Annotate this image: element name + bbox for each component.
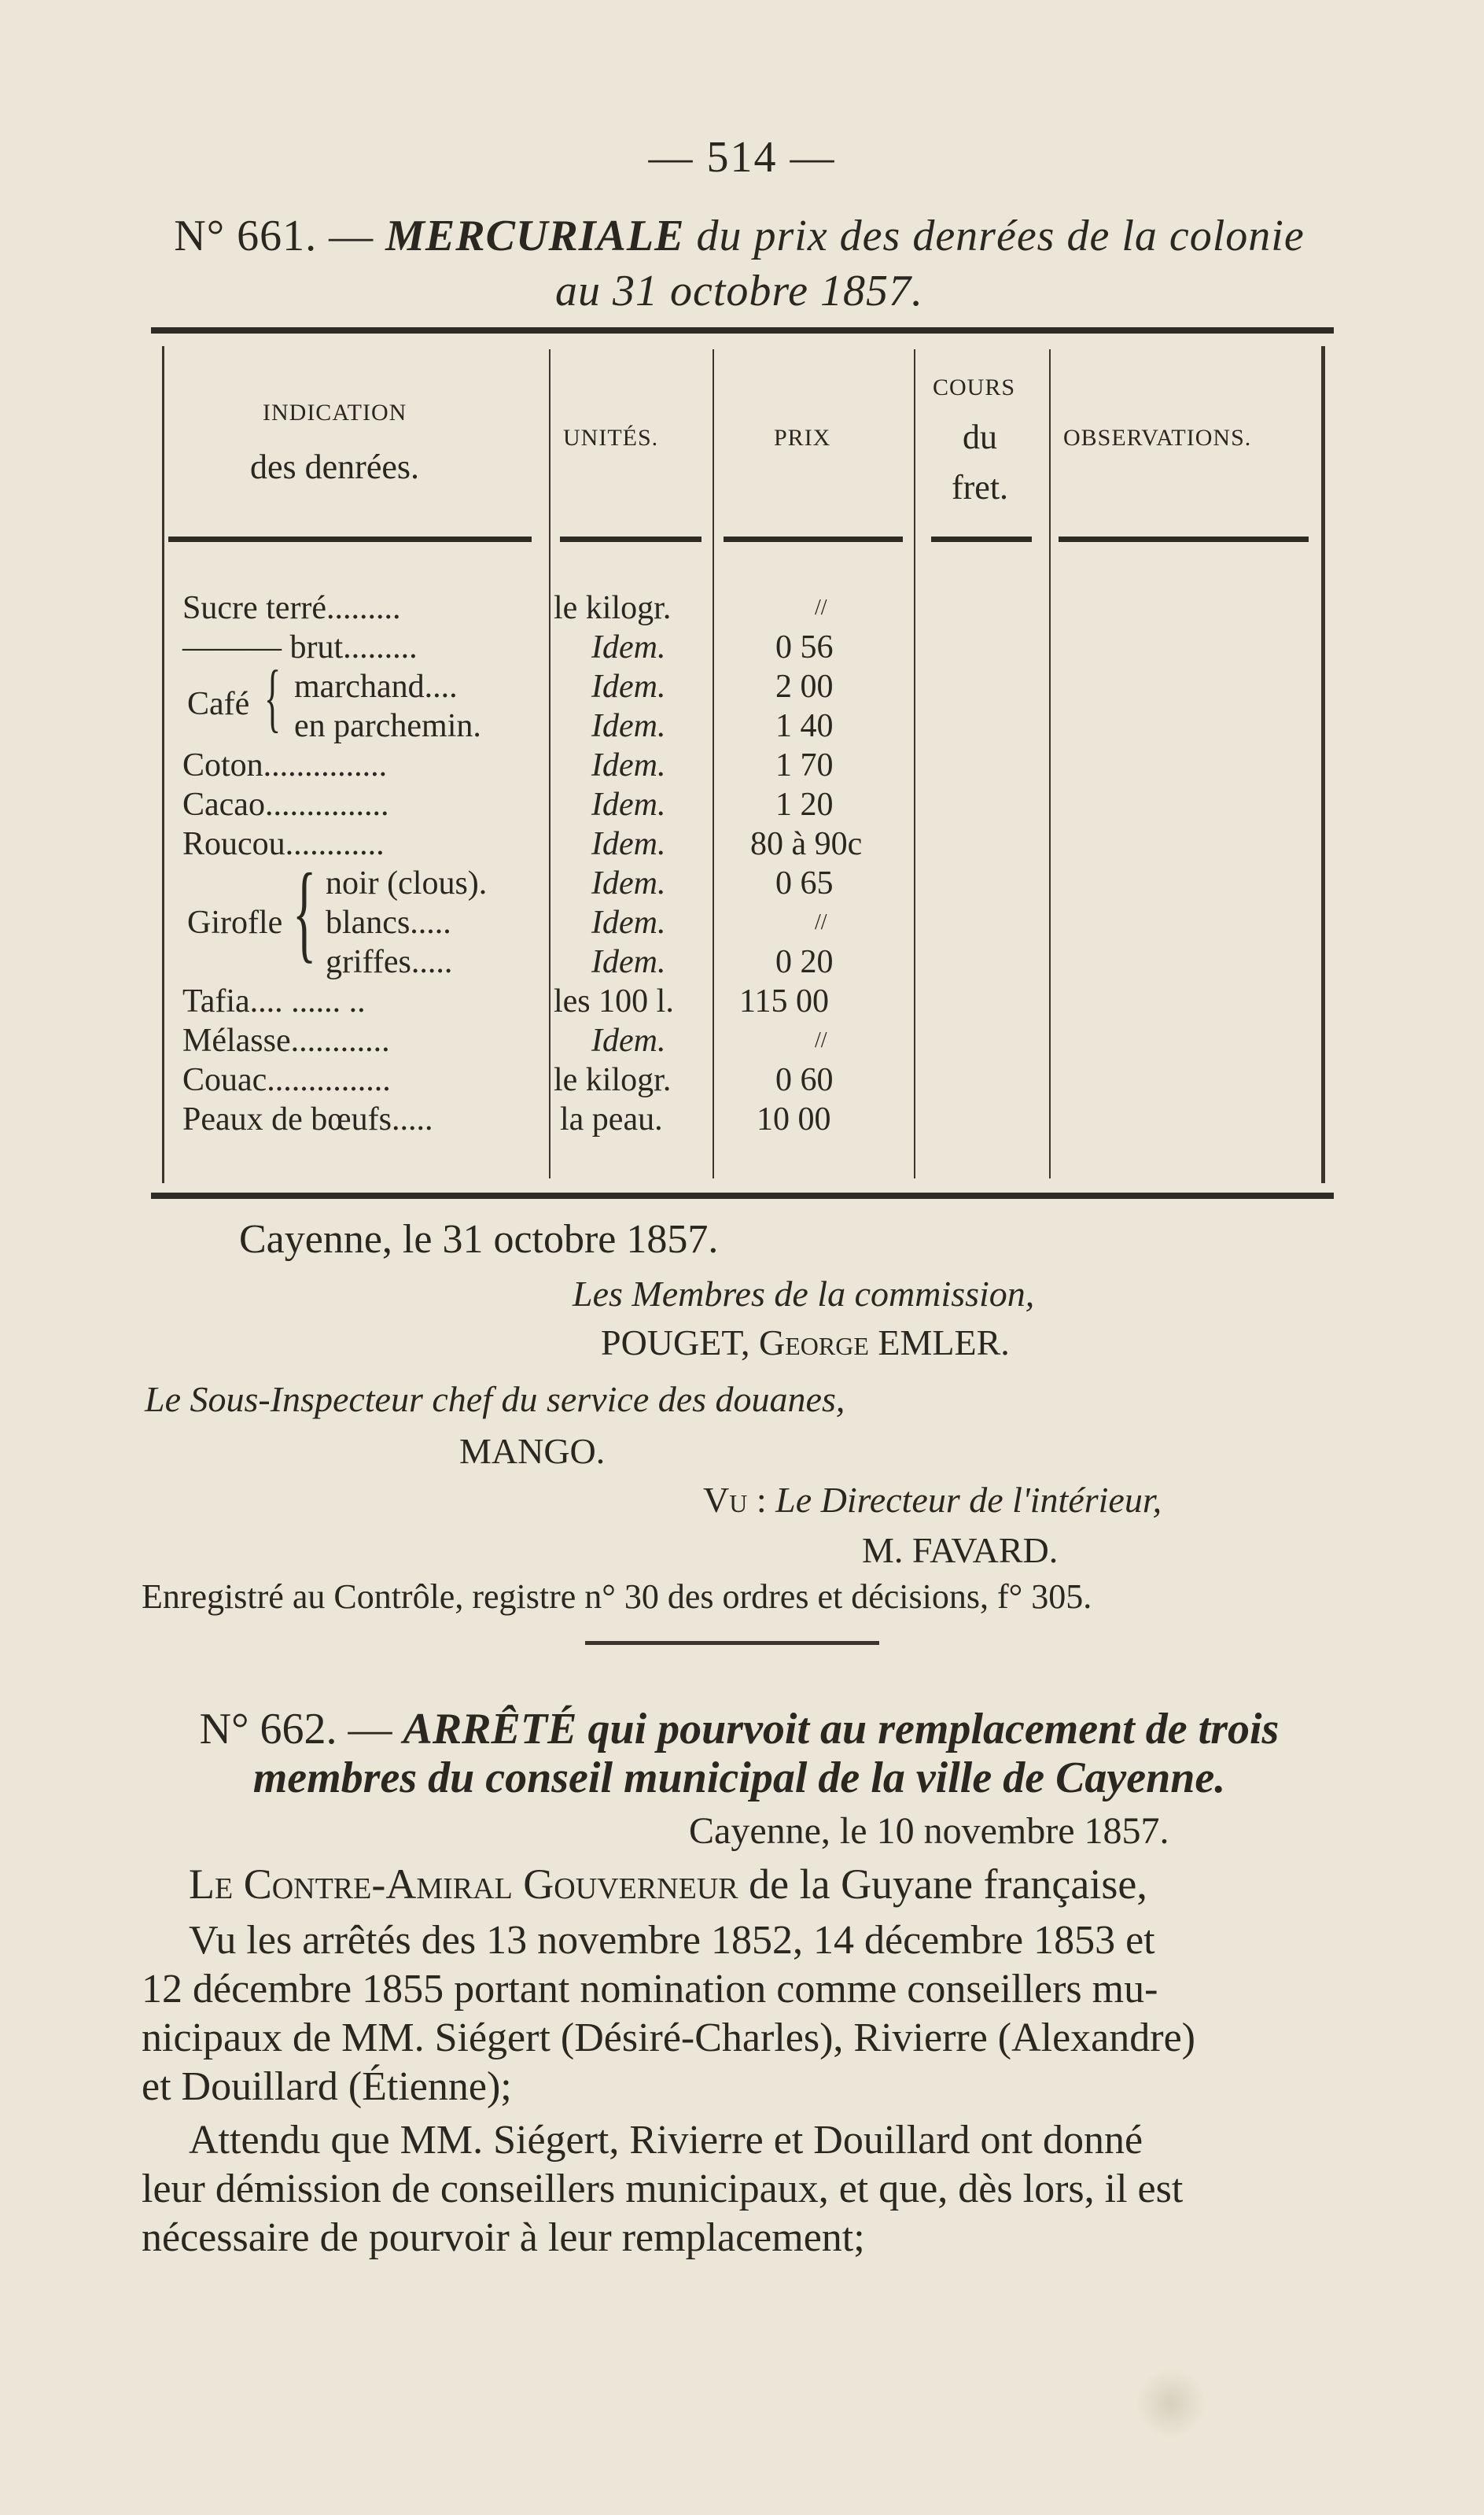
- authority-rest: de la Guyane française,: [738, 1860, 1147, 1908]
- row-unit: les 100 l.: [554, 983, 674, 1020]
- row-price: 0 65: [775, 865, 834, 902]
- row-unit: le kilogr.: [554, 590, 672, 626]
- authority-title: Le Contre-Amiral Gouverneur: [189, 1860, 738, 1908]
- doc661-title-word: MERCURIALE: [385, 212, 685, 260]
- row-unit: Idem.: [591, 747, 666, 784]
- row-unit: Idem.: [591, 708, 666, 744]
- col-divider-freight: [914, 349, 915, 1178]
- row-price: 0 20: [775, 944, 834, 980]
- row-label: Roucou............: [182, 826, 385, 862]
- row-unit: Idem.: [591, 944, 666, 980]
- header-rule-2: [560, 537, 701, 542]
- table-left-border: [162, 346, 164, 1183]
- place-date-661: Cayenne, le 31 octobre 1857.: [239, 1217, 719, 1262]
- doc661-title: [142, 211, 1337, 261]
- brace-girofle: {: [293, 851, 317, 973]
- row-unit: Idem.: [591, 669, 666, 705]
- sub-inspector-title: Le Sous-Inspecteur chef du service des douanes,: [145, 1379, 845, 1419]
- member-name-pouget: POUGET,: [601, 1322, 760, 1363]
- row-price: //: [815, 1028, 827, 1053]
- paragraph-line: Vu les arrêtés des 13 novembre 1852, 14 décembre 1853 et: [189, 1918, 1155, 1963]
- header-denrees: des denrées.: [250, 448, 420, 486]
- header-indication: INDICATION: [263, 400, 407, 426]
- header-rule-5: [1059, 537, 1309, 542]
- row-label: Peaux de bœufs.....: [182, 1101, 433, 1138]
- row-price: 0 56: [775, 629, 834, 666]
- paragraph-line: nicipaux de MM. Siégert (Désiré-Charles), Rivierre (Alexandre): [142, 2015, 1195, 2060]
- row-price: 80 à 90c: [750, 826, 863, 862]
- header-fret: fret.: [952, 468, 1009, 507]
- row-label: Sucre terré.........: [182, 590, 401, 626]
- row-label: Couac...............: [182, 1062, 391, 1098]
- row-unit: Idem.: [591, 905, 666, 941]
- row-price: 2 00: [775, 669, 834, 705]
- header-du: du: [963, 418, 997, 456]
- row-label: en parchemin.: [294, 708, 481, 744]
- doc662-title-line2: membres du conseil municipal de la ville de Cayenne.: [252, 1753, 1226, 1802]
- row-label: Tafia.... ...... ..: [182, 983, 366, 1020]
- row-label: Mélasse............: [182, 1023, 390, 1059]
- paragraph-line: leur démission de conseillers municipaux, et que, dès lors, il est: [142, 2167, 1184, 2211]
- paragraph-attendu: [142, 2116, 1337, 2262]
- doc661-title-line2: au 31 octobre 1857.: [555, 267, 923, 315]
- table-right-border: [1321, 346, 1325, 1183]
- sub-inspector-name: MANGO.: [459, 1431, 606, 1471]
- registration-note: Enregistré au Contrôle, registre n° 30 des ordres et décisions, f° 305.: [142, 1577, 1092, 1616]
- paragraph-vu: [142, 1916, 1337, 2111]
- row-unit: Idem.: [591, 629, 666, 666]
- row-label: Coton...............: [182, 747, 388, 784]
- row-unit: le kilogr.: [554, 1062, 672, 1098]
- header-rule-4: [931, 537, 1032, 542]
- header-observations: OBSERVATIONS.: [1063, 425, 1252, 451]
- doc661-title-rest: du prix des denrées de la colonie: [696, 212, 1305, 260]
- row-unit: Idem.: [591, 826, 666, 862]
- group-label-girofle: Girofle: [187, 905, 283, 941]
- col-divider-observations: [1049, 349, 1051, 1178]
- row-unit: Idem.: [591, 1023, 666, 1059]
- col-divider-price: [713, 349, 714, 1178]
- paragraph-line: et Douillard (Étienne);: [142, 2064, 512, 2109]
- row-price: 10 00: [757, 1101, 831, 1138]
- row-price: 0 60: [775, 1062, 834, 1098]
- doc662-number: N° 662.: [199, 1705, 337, 1753]
- row-unit: Idem.: [591, 865, 666, 902]
- row-price: //: [815, 910, 827, 935]
- row-label: ——— brut.........: [182, 629, 418, 666]
- col-divider-units: [549, 349, 551, 1178]
- row-unit: Idem.: [591, 787, 666, 823]
- row-unit: la peau.: [560, 1101, 663, 1138]
- members-names: [601, 1322, 1010, 1363]
- row-price: 115 00: [739, 983, 829, 1020]
- paper-stain: [1136, 2368, 1206, 2439]
- group-label-cafe: Café: [187, 686, 250, 722]
- doc662-dash: —: [348, 1705, 392, 1753]
- director-title: Le Directeur de l'intérieur,: [775, 1480, 1162, 1520]
- members-title: Les Membres de la commission,: [573, 1274, 1035, 1314]
- header-unites: UNITÉS.: [563, 425, 659, 451]
- row-label: marchand....: [294, 669, 458, 705]
- director-line: [703, 1479, 1162, 1521]
- paragraph-line: 12 décembre 1855 portant nomination comme conseillers mu-: [142, 1967, 1158, 2012]
- header-prix: PRIX: [774, 425, 831, 451]
- doc662-title-word: ARRÊTÉ: [403, 1705, 577, 1753]
- vu-label: Vu :: [703, 1480, 776, 1520]
- paragraph-line: Attendu que MM. Siégert, Rivierre et Douillard ont donné: [189, 2118, 1143, 2163]
- row-label: griffes.....: [326, 944, 453, 980]
- director-name: M. FAVARD.: [862, 1530, 1059, 1570]
- doc661-dash: —: [329, 212, 374, 260]
- header-rule-3: [724, 537, 903, 542]
- member-name-emler: EMLER.: [868, 1322, 1010, 1363]
- paragraph-line: nécessaire de pourvoir à leur remplacement;: [142, 2215, 865, 2260]
- member-first-name: George: [759, 1322, 869, 1363]
- place-date-662: Cayenne, le 10 novembre 1857.: [689, 1810, 1169, 1852]
- row-label: noir (clous).: [326, 865, 488, 902]
- row-label: blancs.....: [326, 905, 451, 941]
- row-price: //: [815, 596, 827, 620]
- row-price: 1 20: [775, 787, 834, 823]
- row-price: 1 70: [775, 747, 834, 784]
- header-cours: COURS: [933, 374, 1016, 400]
- brace-cafe: {: [264, 655, 282, 740]
- doc662-title-rest: qui pourvoit au remplacement de trois: [587, 1705, 1280, 1753]
- section-divider: [585, 1641, 879, 1645]
- doc662-title: [142, 1704, 1337, 1754]
- doc661-number: N° 661.: [174, 212, 318, 260]
- header-rule-1: [168, 537, 532, 542]
- authority-line: [189, 1860, 1147, 1908]
- row-label: Cacao...............: [182, 787, 389, 823]
- row-price: 1 40: [775, 708, 834, 744]
- page-number: — 514 —: [648, 133, 836, 182]
